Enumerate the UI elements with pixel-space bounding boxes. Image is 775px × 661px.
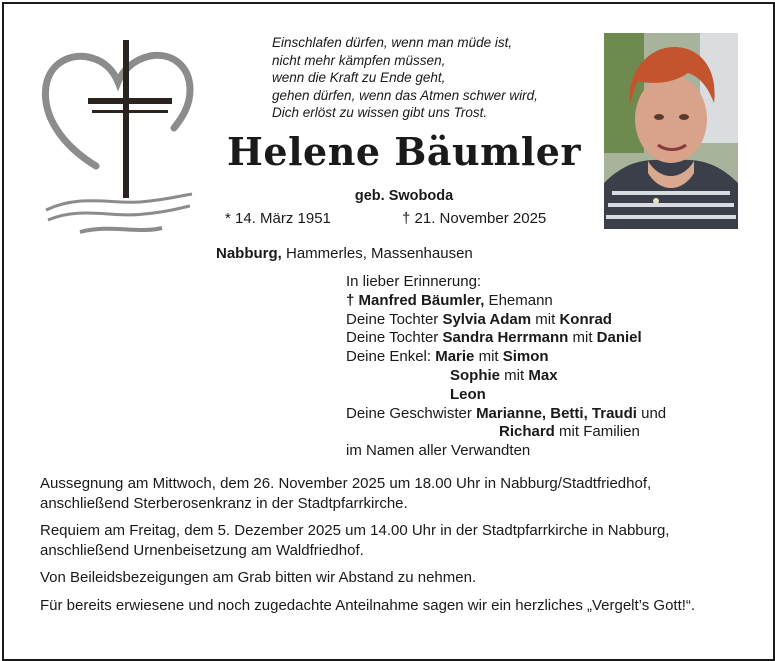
relation-label: Deine Tochter xyxy=(346,310,443,328)
connector: mit xyxy=(531,310,560,328)
relative-name: Simon xyxy=(502,348,549,366)
family-closing: im Namen aller Verwandten xyxy=(346,442,531,460)
note-paragraph: Requiem am Freitag, dem 5. Dezember 2025 um 14.00 Uhr in der Stadtpfarrkirche in Nabburg, anschließend Urnenbeisetzung am Waldfriedhof. xyxy=(40,522,670,559)
note-paragraph: Aussegnung am Mittwoch, dem 26. November 2025 um 18.00 Uhr in Nabburg/Stadtfriedhof, anschließend Sterberosenkranz in der Stadtpfarrkirche. xyxy=(40,475,652,512)
relative-name: Marie xyxy=(435,348,475,366)
relative-name: Daniel xyxy=(596,329,642,347)
poem-line: Dich erlöst zu wissen gibt uns Trost. xyxy=(272,105,488,121)
family-row-daughter xyxy=(346,329,666,348)
note-paragraph: Von Beileidsbezeigungen am Grab bitten wir Abstand zu nehmen. xyxy=(40,569,477,586)
service-notes xyxy=(40,474,740,623)
relative-name: Sophie xyxy=(450,366,501,384)
portrait-photo xyxy=(604,33,738,229)
poem-line: wenn die Kraft zu Ende geht, xyxy=(272,70,446,86)
location-line xyxy=(216,245,473,262)
family-row-daughter xyxy=(346,311,666,330)
husband-role: Ehemann xyxy=(484,291,553,309)
relative-name: Konrad xyxy=(559,310,612,328)
relation-label: Deine Enkel: xyxy=(346,348,436,366)
obituary-card xyxy=(2,2,775,661)
relative-name: Richard xyxy=(499,423,555,441)
maiden-name: geb. Swoboda xyxy=(354,188,454,204)
relative-name: Marianne, Betti, Traudi xyxy=(476,404,637,422)
relative-name: Sylvia Adam xyxy=(442,310,532,328)
connector: mit Familien xyxy=(554,423,640,441)
relation-label: Deine Geschwister xyxy=(346,404,477,422)
poem-line: Einschlafen dürfen, wenn man müde ist, xyxy=(272,35,513,50)
relative-name: Sandra Herrmann xyxy=(442,329,569,347)
family-row-grandchildren xyxy=(346,367,666,386)
death-date: † 21. November 2025 xyxy=(402,210,547,227)
heart-cross-waves-icon xyxy=(40,34,196,244)
family-row-husband xyxy=(346,292,666,311)
relation-label: Deine Tochter xyxy=(346,329,443,347)
relative-name: Max xyxy=(528,366,558,384)
poem xyxy=(272,34,592,122)
relative-name: Leon xyxy=(450,385,486,403)
connector: mit xyxy=(568,329,597,347)
connector: und xyxy=(636,404,667,422)
location-town: Nabburg, xyxy=(216,245,282,262)
connector: mit xyxy=(500,366,529,384)
poem-line: nicht mehr kämpfen müssen, xyxy=(272,52,446,68)
family-row-grandchildren xyxy=(346,386,666,405)
deceased-name: Helene Bäumler xyxy=(227,129,581,174)
family-row-grandchildren xyxy=(346,348,666,367)
location-rest: Hammerles, Massenhausen xyxy=(281,245,473,262)
family-intro: In lieber Erinnerung: xyxy=(346,273,482,290)
husband-name: † Manfred Bäumler, xyxy=(346,291,485,309)
family-list xyxy=(346,273,666,461)
connector: mit xyxy=(474,348,503,366)
note-paragraph: Für bereits erwiesene und noch zugedachte Anteilnahme sagen wir ein herzliches „Vergelt’s Gott!“. xyxy=(40,596,696,614)
poem-line: gehen dürfen, wenn das Atmen schwer wird, xyxy=(272,87,538,103)
family-row-siblings xyxy=(346,405,666,424)
birth-date: * 14. März 1951 xyxy=(225,210,331,227)
family-row-siblings xyxy=(346,423,666,442)
